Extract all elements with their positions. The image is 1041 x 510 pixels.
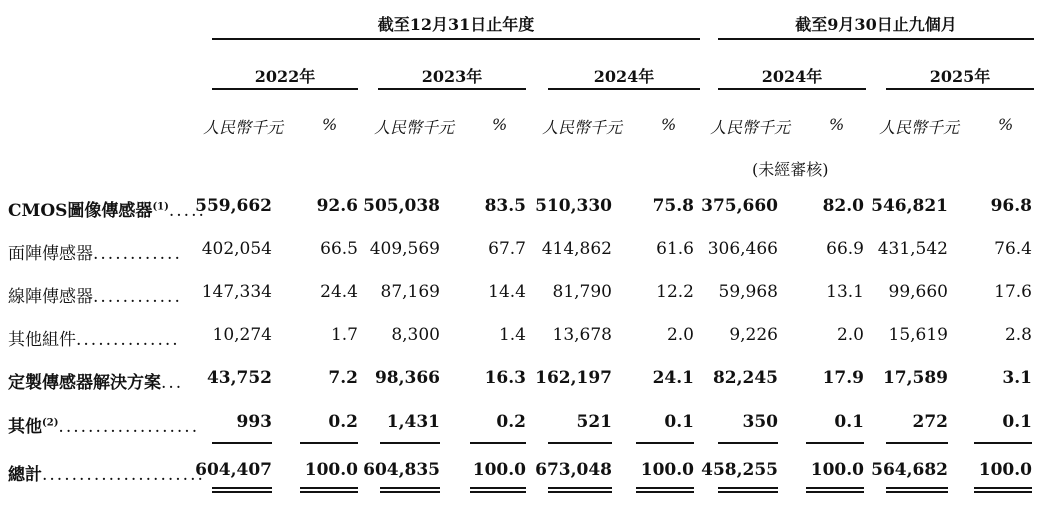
year-header: 2025年	[929, 67, 991, 86]
subtotal-rule	[212, 442, 272, 444]
row-label-text: 其他	[8, 417, 42, 437]
subtotal-rule	[974, 442, 1032, 444]
cell-percent: 100.0	[472, 460, 526, 480]
year-header: 2023年	[421, 67, 483, 86]
footnote-marker: (1)	[152, 201, 169, 213]
unit-rmb: 人民幣千元	[203, 118, 284, 137]
cell-amount: 604,835	[363, 460, 440, 480]
row-label	[8, 368, 183, 393]
unit-pct: %	[661, 115, 677, 134]
cell-percent: 0.1	[834, 412, 864, 432]
cell-amount: 350	[742, 412, 778, 432]
cell-percent: 13.1	[826, 282, 864, 302]
cell-amount: 87,169	[380, 282, 440, 302]
cell-percent: 2.0	[836, 325, 864, 345]
cell-amount: 17,589	[882, 368, 948, 388]
cell-percent: 100.0	[640, 460, 694, 480]
cell-percent: 0.2	[496, 412, 526, 432]
cell-percent: 24.4	[320, 282, 358, 302]
total-double-rule-bottom	[636, 491, 694, 493]
cell-percent: 3.1	[1002, 368, 1032, 388]
row-label	[8, 239, 182, 264]
cell-amount: 98,366	[374, 368, 440, 388]
cell-amount: 306,466	[707, 239, 778, 259]
cell-amount: 82,245	[712, 368, 778, 388]
leader-dots: ...	[161, 373, 184, 393]
cell-amount: 43,752	[206, 368, 272, 388]
year-rule	[718, 88, 866, 90]
unit-rmb: 人民幣千元	[879, 118, 960, 137]
footnote-marker: (2)	[42, 417, 59, 429]
subtotal-rule	[806, 442, 864, 444]
total-double-rule-top	[636, 487, 694, 489]
leader-dots: ...................	[58, 417, 200, 437]
cell-percent: 66.9	[826, 239, 864, 259]
cell-percent: 67.7	[488, 239, 526, 259]
cell-percent: 7.2	[328, 368, 358, 388]
cell-percent: 96.8	[990, 196, 1032, 216]
subtotal-rule	[470, 442, 526, 444]
unit-rmb: 人民幣千元	[374, 118, 455, 137]
cell-percent: 100.0	[810, 460, 864, 480]
leader-dots: ............	[93, 287, 182, 307]
cell-amount: 673,048	[535, 460, 612, 480]
subtotal-rule	[718, 442, 778, 444]
cell-amount: 414,862	[541, 239, 612, 259]
cell-percent: 17.9	[822, 368, 864, 388]
cell-amount: 604,407	[195, 460, 272, 480]
cell-percent: 92.6	[316, 196, 358, 216]
total-double-rule-bottom	[886, 491, 948, 493]
cell-amount: 162,197	[535, 368, 612, 388]
cell-percent: 14.4	[488, 282, 526, 302]
cell-amount: 431,542	[877, 239, 948, 259]
cell-amount: 10,274	[212, 325, 272, 345]
year-rule	[212, 88, 358, 90]
cell-percent: 1.7	[330, 325, 358, 345]
header-rule-fiscal	[212, 38, 700, 40]
total-double-rule-top	[548, 487, 612, 489]
total-double-rule-bottom	[718, 491, 778, 493]
unit-pct: %	[998, 115, 1014, 134]
cell-amount: 1,431	[386, 412, 440, 432]
cell-percent: 24.1	[652, 368, 694, 388]
unit-pct: %	[322, 115, 338, 134]
row-label-text: 線陣傳感器	[8, 287, 93, 307]
year-rule	[548, 88, 700, 90]
row-label-text: 定製傳感器解決方案	[8, 373, 161, 393]
cell-amount: 15,619	[888, 325, 948, 345]
cell-percent: 75.8	[652, 196, 694, 216]
row-label	[8, 412, 199, 437]
leader-dots: .....	[168, 201, 206, 221]
total-double-rule-top	[886, 487, 948, 489]
total-double-rule-top	[470, 487, 526, 489]
cell-percent: 100.0	[978, 460, 1032, 480]
cell-amount: 409,569	[369, 239, 440, 259]
cell-percent: 83.5	[484, 196, 526, 216]
subtotal-rule	[636, 442, 694, 444]
cell-amount: 505,038	[363, 196, 440, 216]
total-double-rule-top	[300, 487, 358, 489]
row-label-text: 面陣傳感器	[8, 244, 93, 264]
total-double-rule-bottom	[548, 491, 612, 493]
subtotal-rule	[300, 442, 358, 444]
unit-pct: %	[829, 115, 845, 134]
year-rule	[378, 88, 526, 90]
total-double-rule-top	[212, 487, 272, 489]
cell-amount: 993	[236, 412, 272, 432]
total-double-rule-bottom	[470, 491, 526, 493]
unit-rmb: 人民幣千元	[710, 118, 791, 137]
row-label	[8, 196, 206, 221]
leader-dots: ............	[93, 244, 182, 264]
cell-percent: 82.0	[822, 196, 864, 216]
cell-amount: 402,054	[201, 239, 272, 259]
subtotal-rule	[548, 442, 612, 444]
leader-dots: ......................	[42, 465, 205, 485]
cell-percent: 16.3	[484, 368, 526, 388]
unit-pct: %	[492, 115, 508, 134]
year-header: 2024年	[761, 67, 823, 86]
header-rule-nine-months	[718, 38, 1034, 40]
row-label-text: 其他組件	[8, 330, 76, 350]
cell-percent: 12.2	[656, 282, 694, 302]
year-rule	[886, 88, 1034, 90]
total-double-rule-bottom	[300, 491, 358, 493]
cell-percent: 1.4	[498, 325, 526, 345]
cell-percent: 61.6	[656, 239, 694, 259]
cell-amount: 559,662	[195, 196, 272, 216]
cell-percent: 2.8	[1004, 325, 1032, 345]
row-label-text: 總計	[8, 465, 42, 485]
cell-amount: 13,678	[552, 325, 612, 345]
total-double-rule-bottom	[974, 491, 1032, 493]
row-label	[8, 282, 182, 307]
total-double-rule-top	[380, 487, 440, 489]
cell-amount: 272	[912, 412, 948, 432]
year-header: 2022年	[254, 67, 316, 86]
total-double-rule-bottom	[806, 491, 864, 493]
leader-dots: ..............	[76, 330, 180, 350]
year-header: 2024年	[593, 67, 655, 86]
total-double-rule-top	[806, 487, 864, 489]
cell-amount: 375,660	[701, 196, 778, 216]
cell-amount: 510,330	[535, 196, 612, 216]
cell-amount: 458,255	[701, 460, 778, 480]
cell-percent: 66.5	[320, 239, 358, 259]
cell-percent: 100.0	[304, 460, 358, 480]
cell-amount: 8,300	[391, 325, 440, 345]
unit-rmb: 人民幣千元	[542, 118, 623, 137]
cell-amount: 9,226	[729, 325, 778, 345]
cell-percent: 2.0	[666, 325, 694, 345]
cell-percent: 0.1	[1002, 412, 1032, 432]
cell-percent: 76.4	[994, 239, 1032, 259]
row-label	[8, 325, 180, 350]
total-double-rule-top	[718, 487, 778, 489]
cell-amount: 521	[576, 412, 612, 432]
total-double-rule-top	[974, 487, 1032, 489]
header-fiscal-year: 截至12月31日止年度	[377, 15, 535, 34]
cell-amount: 81,790	[552, 282, 612, 302]
unaudited-note: (未經審核)	[752, 160, 829, 179]
cell-percent: 0.2	[328, 412, 358, 432]
cell-amount: 99,660	[888, 282, 948, 302]
cell-amount: 564,682	[871, 460, 948, 480]
subtotal-rule	[886, 442, 948, 444]
cell-amount: 147,334	[201, 282, 272, 302]
row-label	[8, 460, 205, 485]
cell-percent: 0.1	[664, 412, 694, 432]
total-double-rule-bottom	[212, 491, 272, 493]
row-label-text: CMOS圖像傳感器	[8, 201, 153, 221]
subtotal-rule	[380, 442, 440, 444]
cell-amount: 59,968	[718, 282, 778, 302]
cell-percent: 17.6	[994, 282, 1032, 302]
cell-amount: 546,821	[871, 196, 948, 216]
header-nine-months: 截至9月30日止九個月	[795, 15, 957, 34]
total-double-rule-bottom	[380, 491, 440, 493]
